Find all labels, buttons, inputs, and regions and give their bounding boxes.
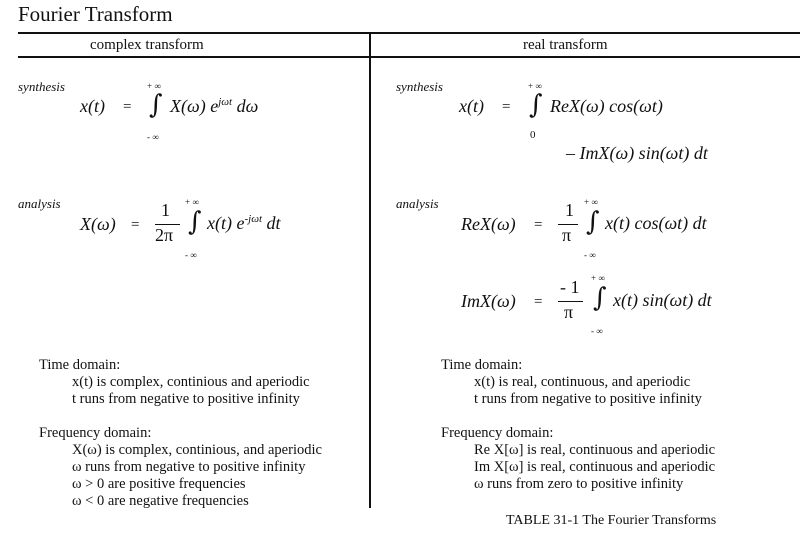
complex-synthesis-upper-limit: + ∞ xyxy=(147,81,161,91)
complex-synthesis-lower-limit: - ∞ xyxy=(147,132,159,142)
real-analysis-im-integral: ∫ xyxy=(593,283,607,313)
complex-time-line: t runs from negative to positive infinity xyxy=(72,391,300,407)
complex-freq-line: ω < 0 are negative frequencies xyxy=(72,493,249,509)
complex-analysis-numerator: 1 xyxy=(161,200,170,220)
real-analysis-re-equals: = xyxy=(534,217,543,233)
real-analysis-im-upper-limit: + ∞ xyxy=(591,273,605,283)
real-analysis-re-lhs: ReX(ω) xyxy=(461,214,516,234)
complex-notes xyxy=(39,357,322,510)
complex-analysis-body: x(t) e xyxy=(207,213,245,233)
complex-freq-heading: Frequency domain: xyxy=(39,425,152,441)
real-synthesis-lower-limit: 0 xyxy=(530,129,536,141)
complex-synthesis-expression xyxy=(170,96,258,117)
real-synthesis-line2: – ImX(ω) sin(ωt) dt xyxy=(566,143,708,163)
real-analysis-im-lower-limit: - ∞ xyxy=(591,326,603,336)
real-analysis-im-equals: = xyxy=(534,294,543,310)
page-title: Fourier Transform xyxy=(18,2,173,26)
complex-analysis-equals: = xyxy=(131,217,140,233)
real-time-line: x(t) is real, continuous, and aperiodic xyxy=(474,374,691,390)
table-caption: TABLE 31-1 The Fourier Transforms xyxy=(506,513,717,528)
real-notes xyxy=(441,357,715,493)
complex-analysis-label: analysis xyxy=(18,196,61,211)
complex-time-heading: Time domain: xyxy=(39,357,121,373)
complex-analysis-exponent: -jωt xyxy=(244,213,263,225)
complex-analysis-upper-limit: + ∞ xyxy=(185,197,199,207)
real-synthesis-body: ReX(ω) cos(ωt) xyxy=(550,96,663,116)
real-freq-heading: Frequency domain: xyxy=(441,425,554,441)
real-analysis-re-denominator: π xyxy=(562,225,572,245)
complex-analysis-lhs: X(ω) xyxy=(80,214,116,234)
complex-synthesis-differential: dω xyxy=(236,96,259,116)
complex-analysis-expression xyxy=(207,213,281,234)
real-synthesis-integral: ∫ xyxy=(529,90,543,120)
complex-synthesis-label: synthesis xyxy=(18,79,65,94)
real-synthesis-equals: = xyxy=(502,99,511,115)
real-analysis-re-upper-limit: + ∞ xyxy=(584,197,598,207)
column-divider xyxy=(369,34,371,508)
column-header-real: real transform xyxy=(523,37,608,53)
real-freq-line: Im X[ω] is real, continuous and aperiodic xyxy=(474,459,716,475)
real-analysis-im-denominator: π xyxy=(564,302,574,322)
complex-analysis-differential: dt xyxy=(266,213,281,233)
complex-freq-line: ω > 0 are positive frequencies xyxy=(72,476,246,492)
complex-analysis-lower-limit: - ∞ xyxy=(185,250,197,260)
real-analysis-label: analysis xyxy=(396,196,439,211)
complex-synthesis-integral: ∫ xyxy=(149,90,163,120)
complex-time-line: x(t) is complex, continious and aperiodic xyxy=(72,374,310,390)
complex-analysis-integral: ∫ xyxy=(188,207,202,237)
complex-synthesis-body: X(ω) e xyxy=(170,96,219,116)
real-analysis-im-lhs: ImX(ω) xyxy=(461,291,516,311)
complex-synthesis-lhs: x(t) xyxy=(80,96,105,116)
real-analysis-re-integral: ∫ xyxy=(586,207,600,237)
real-analysis-re-lower-limit: - ∞ xyxy=(584,250,596,260)
real-time-heading: Time domain: xyxy=(441,357,523,373)
top-rule xyxy=(18,32,800,34)
complex-freq-line: ω runs from negative to positive infinity xyxy=(72,459,306,475)
real-freq-line: Re X[ω] is real, continuous and aperiodic xyxy=(474,442,716,458)
complex-freq-line: X(ω) is complex, continious, and aperiodic xyxy=(72,442,322,458)
real-synthesis-label: synthesis xyxy=(396,79,443,94)
real-freq-line: ω runs from zero to positive infinity xyxy=(474,476,684,492)
column-header-complex: complex transform xyxy=(90,37,204,53)
real-time-line: t runs from negative to positive infinity xyxy=(474,391,702,407)
real-synthesis-upper-limit: + ∞ xyxy=(528,81,542,91)
complex-synthesis-exponent: jωt xyxy=(218,96,233,108)
real-analysis-im-numerator: - 1 xyxy=(560,277,580,297)
header-rule xyxy=(18,56,800,58)
real-analysis-im-body: x(t) sin(ωt) dt xyxy=(613,290,712,310)
real-analysis-re-numerator: 1 xyxy=(565,200,574,220)
real-analysis-re-body: x(t) cos(ωt) dt xyxy=(605,213,707,233)
complex-synthesis-equals: = xyxy=(123,99,132,115)
complex-analysis-denominator: 2π xyxy=(155,225,174,245)
real-synthesis-lhs: x(t) xyxy=(459,96,484,116)
